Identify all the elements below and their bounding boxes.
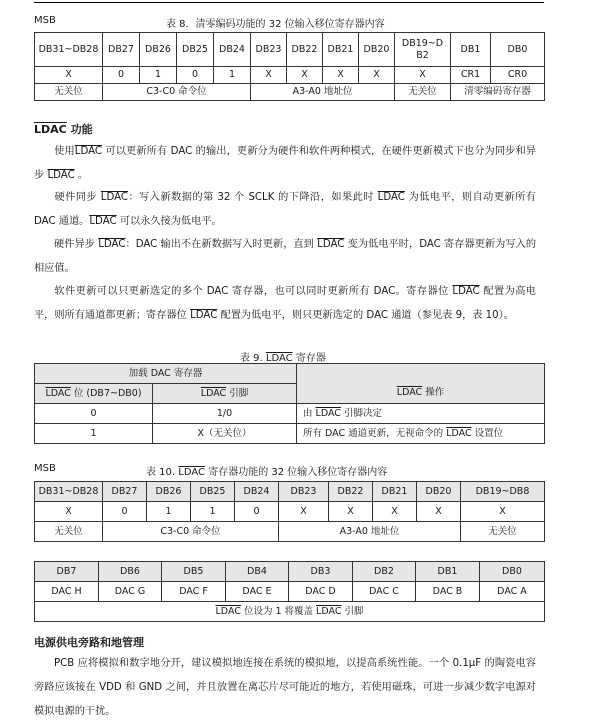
text: 引脚: [341, 605, 364, 617]
table9-row: [35, 404, 545, 424]
table10-header-cell: DB27: [103, 482, 147, 502]
table8-msb-label: MSB: [34, 15, 56, 26]
table8-value-cell: X: [323, 67, 359, 84]
table8-value-cell: X: [251, 67, 287, 84]
table10b-value-cell: DAC H: [35, 582, 99, 602]
table8-group-cell: 清零编码寄存器: [451, 84, 545, 101]
table10b-value-cell: DAC B: [416, 582, 480, 602]
ldac-term: LDAC: [89, 216, 117, 227]
text: 配置为低电平，则只更新选定的 DAC 通道（参见表 9，表 10）。: [217, 310, 514, 321]
ldac-term: LDAC: [74, 146, 103, 157]
table8: [34, 32, 545, 101]
power-paragraph-1: [34, 652, 536, 724]
table9-col3-header: [297, 384, 545, 404]
text: 硬件同步: [54, 192, 101, 203]
table10-value-cell: X: [417, 502, 461, 522]
table8-header-cell: DB19~DB2: [395, 33, 451, 67]
table8-header-cell: DB26: [140, 33, 177, 67]
table9-load-header: 加载 DAC 寄存器: [35, 364, 297, 384]
table8-value-row: [35, 67, 545, 84]
table8-header-cell: DB23: [251, 33, 287, 67]
table10b-header-cell: DB6: [99, 562, 162, 582]
text: 。: [74, 170, 89, 181]
table8-header-cell: DB21: [323, 33, 359, 67]
table10b-value-cell: DAC C: [353, 582, 416, 602]
table8-header-cell: DB1: [451, 33, 491, 67]
table8-value-cell: X: [395, 67, 451, 84]
ldac-term: LDAC: [98, 239, 126, 250]
table10-value-cell: X: [373, 502, 417, 522]
table10-header-cell: DB22: [329, 482, 373, 502]
table9-cell: 1/0: [153, 404, 297, 424]
text: 操作: [422, 387, 445, 399]
table10-value-cell: 0: [235, 502, 279, 522]
table8-value-cell: X: [359, 67, 395, 84]
text: 可以永久接为低电平。: [116, 216, 222, 227]
table10-group-row: [35, 522, 545, 542]
ldac-term: LDAC: [377, 192, 405, 203]
ldac-term: LDAC: [316, 605, 342, 617]
table10b-value-cell: DAC E: [226, 582, 289, 602]
text: 位设为 1 将覆盖: [240, 605, 317, 617]
table8-header-row: [35, 33, 545, 67]
text: 变为低电平时，DAC 寄存器更新为写入的相应值。: [34, 239, 537, 274]
text: 寄存器功能的 32 位输入移位寄存器内容: [205, 467, 388, 478]
table10b-value-row: [35, 582, 545, 602]
table10b-note-row: [35, 602, 545, 622]
table8-header-cell: DB20: [359, 33, 395, 67]
ldac-term: LDAC: [396, 387, 423, 399]
table10b-value-cell: DAC G: [99, 582, 162, 602]
table10: [34, 481, 545, 542]
table10b-header-cell: DB5: [162, 562, 226, 582]
table10b-header-cell: DB7: [35, 562, 99, 582]
ldac-term: LDAC: [190, 310, 218, 321]
table10-header-cell: DB19~DB8: [461, 482, 545, 502]
table8-value-cell: 0: [103, 67, 140, 84]
table10-value-cell: X: [279, 502, 329, 522]
ldac-heading-rest: 功能: [66, 123, 93, 136]
table8-value-cell: CR1: [451, 67, 491, 84]
table8-header-cell: DB0: [491, 33, 545, 67]
table10-header-cell: DB23: [279, 482, 329, 502]
text: 位 (DB7~DB0): [70, 387, 142, 399]
table8-header-cell: DB25: [177, 33, 214, 67]
text: 软件更新可以只更新选定的多个 DAC 寄存器，也可以同时更新所有 DAC。寄存器位: [54, 286, 453, 297]
power-section-heading: 电源供电旁路和地管理: [34, 636, 144, 649]
text: 寄存器: [292, 353, 326, 364]
table9-cell: 1: [35, 424, 153, 444]
table8-group-row: [35, 84, 545, 101]
table8-group-cell: A3-A0 地址位: [251, 84, 395, 101]
table10b-header-cell: DB2: [353, 562, 416, 582]
ldac-paragraph-4: [34, 280, 536, 328]
text: 为低电平，则自动更新所有 DAC 通道。: [34, 192, 536, 227]
table9-load-row: [35, 364, 545, 384]
table10-header-cell: DB25: [191, 482, 235, 502]
text: 设置位: [471, 427, 504, 439]
table9-cell: [297, 424, 545, 444]
ldac-paragraph-1: [34, 140, 536, 188]
top-rule: [34, 2, 544, 3]
table10b-header-cell: DB1: [416, 562, 480, 582]
ldac-term: LDAC: [446, 427, 472, 439]
table9-caption: [240, 349, 326, 364]
table10-value-cell: 1: [191, 502, 235, 522]
table8-group-cell: 无关位: [35, 84, 103, 101]
table9-col1-header: [35, 384, 153, 404]
table10-group-cell: A3-A0 地址位: [279, 522, 461, 542]
table10-value-cell: X: [329, 502, 373, 522]
table10b-header-cell: DB4: [226, 562, 289, 582]
ldac-term: LDAC: [215, 605, 241, 617]
table10b-note-cell: [35, 602, 545, 622]
ldac-term: LDAC: [265, 353, 293, 364]
ldac-term: LDAC: [315, 407, 341, 419]
table10b-value-cell: DAC D: [289, 582, 353, 602]
table9-header-row: [35, 384, 545, 404]
text: 由: [303, 407, 316, 419]
table9-cell: X（无关位）: [153, 424, 297, 444]
ldac-term: LDAC: [47, 170, 75, 181]
table8-group-cell: C3-C0 命令位: [103, 84, 251, 101]
table10b-value-cell: DAC A: [480, 582, 545, 602]
text: 使用: [54, 146, 75, 157]
ldac-paragraph-2: [34, 186, 536, 234]
text: 配置为高电平，则所有通道都更新；寄存器位: [34, 286, 536, 321]
table8-header-cell: DB27: [103, 33, 140, 67]
ldac-term: LDAC: [200, 387, 227, 399]
table10-msb-label: MSB: [34, 463, 56, 474]
table10-value-cell: 0: [103, 502, 147, 522]
table9-col2-header: [153, 384, 297, 404]
table9-row: [35, 424, 545, 444]
text: 所有 DAC 通道更新，无视命令的: [303, 427, 447, 439]
text: 表 9.: [240, 353, 266, 364]
table10-group-cell: 无关位: [461, 522, 545, 542]
table10b-header-cell: DB3: [289, 562, 353, 582]
table10-value-row: [35, 502, 545, 522]
table8-value-cell: 1: [214, 67, 251, 84]
table10b-header-row: [35, 562, 545, 582]
table10-group-cell: C3-C0 命令位: [103, 522, 279, 542]
ldac-paragraph-3: [34, 233, 536, 281]
table9-cell: 0: [35, 404, 153, 424]
ldac-term: LDAC: [100, 192, 129, 203]
text: 引脚决定: [340, 407, 382, 419]
table8-header-cell: DB31~DB28: [35, 33, 103, 67]
table10-low-bits: [34, 561, 545, 622]
table10-header-cell: DB26: [147, 482, 191, 502]
text: 可以更新所有 DAC 的输出，更新分为硬件和软件两种模式，在硬件更新模式下也分为同步和异步: [34, 146, 537, 181]
table10b-value-cell: DAC F: [162, 582, 226, 602]
ldac-term: LDAC: [178, 467, 206, 478]
table9: [34, 363, 545, 444]
table8-caption: 表 8．清零编码功能的 32 位输入移位寄存器内容: [166, 19, 385, 30]
ldac-term: LDAC: [452, 286, 480, 297]
text: ：写入新数据的第 32 个 SCLK 的下降沿，如果此时: [128, 192, 378, 203]
text: 表 10.: [146, 467, 179, 478]
table10-value-cell: X: [35, 502, 103, 522]
ldac-section-heading: [34, 121, 93, 137]
table10-value-cell: X: [461, 502, 545, 522]
table10-header-cell: DB24: [235, 482, 279, 502]
text: ：DAC 输出不在新数据写入时更新，直到: [125, 239, 318, 250]
table8-value-cell: 1: [140, 67, 177, 84]
table9-blank-header: [297, 364, 545, 384]
table10-header-cell: DB31~DB28: [35, 482, 103, 502]
table8-value-cell: X: [35, 67, 103, 84]
text: 硬件异步: [54, 239, 99, 250]
ldac-term: LDAC: [45, 387, 71, 399]
table10-caption: [146, 463, 387, 478]
text: 引脚: [226, 387, 249, 399]
table8-group-cell: 无关位: [395, 84, 451, 101]
table10-header-row: [35, 482, 545, 502]
table8-header-cell: DB22: [287, 33, 323, 67]
table8-header-cell: DB24: [214, 33, 251, 67]
ldac-term: LDAC: [317, 239, 345, 250]
table10-value-cell: 1: [147, 502, 191, 522]
table10-group-cell: 无关位: [35, 522, 103, 542]
table9-cell: [297, 404, 545, 424]
table10-header-cell: DB21: [373, 482, 417, 502]
table8-value-cell: CR0: [491, 67, 545, 84]
table10b-header-cell: DB0: [480, 562, 545, 582]
text: PCB 应将模拟和数字地分开，建议模拟地连接在系统的模拟地，以提高系统性能。一个 0.1μF 的陶瓷电容旁路应该接在 VDD 和 GND 之间，并且放置在离芯片尽可能近的地方，若使用磁珠，可进一步减少数字电源对模拟电源的干扰。: [34, 658, 536, 717]
table8-value-cell: 0: [177, 67, 214, 84]
table8-value-cell: X: [287, 67, 323, 84]
table10-header-cell: DB20: [417, 482, 461, 502]
ldac-heading-word: LDAC: [34, 123, 67, 136]
